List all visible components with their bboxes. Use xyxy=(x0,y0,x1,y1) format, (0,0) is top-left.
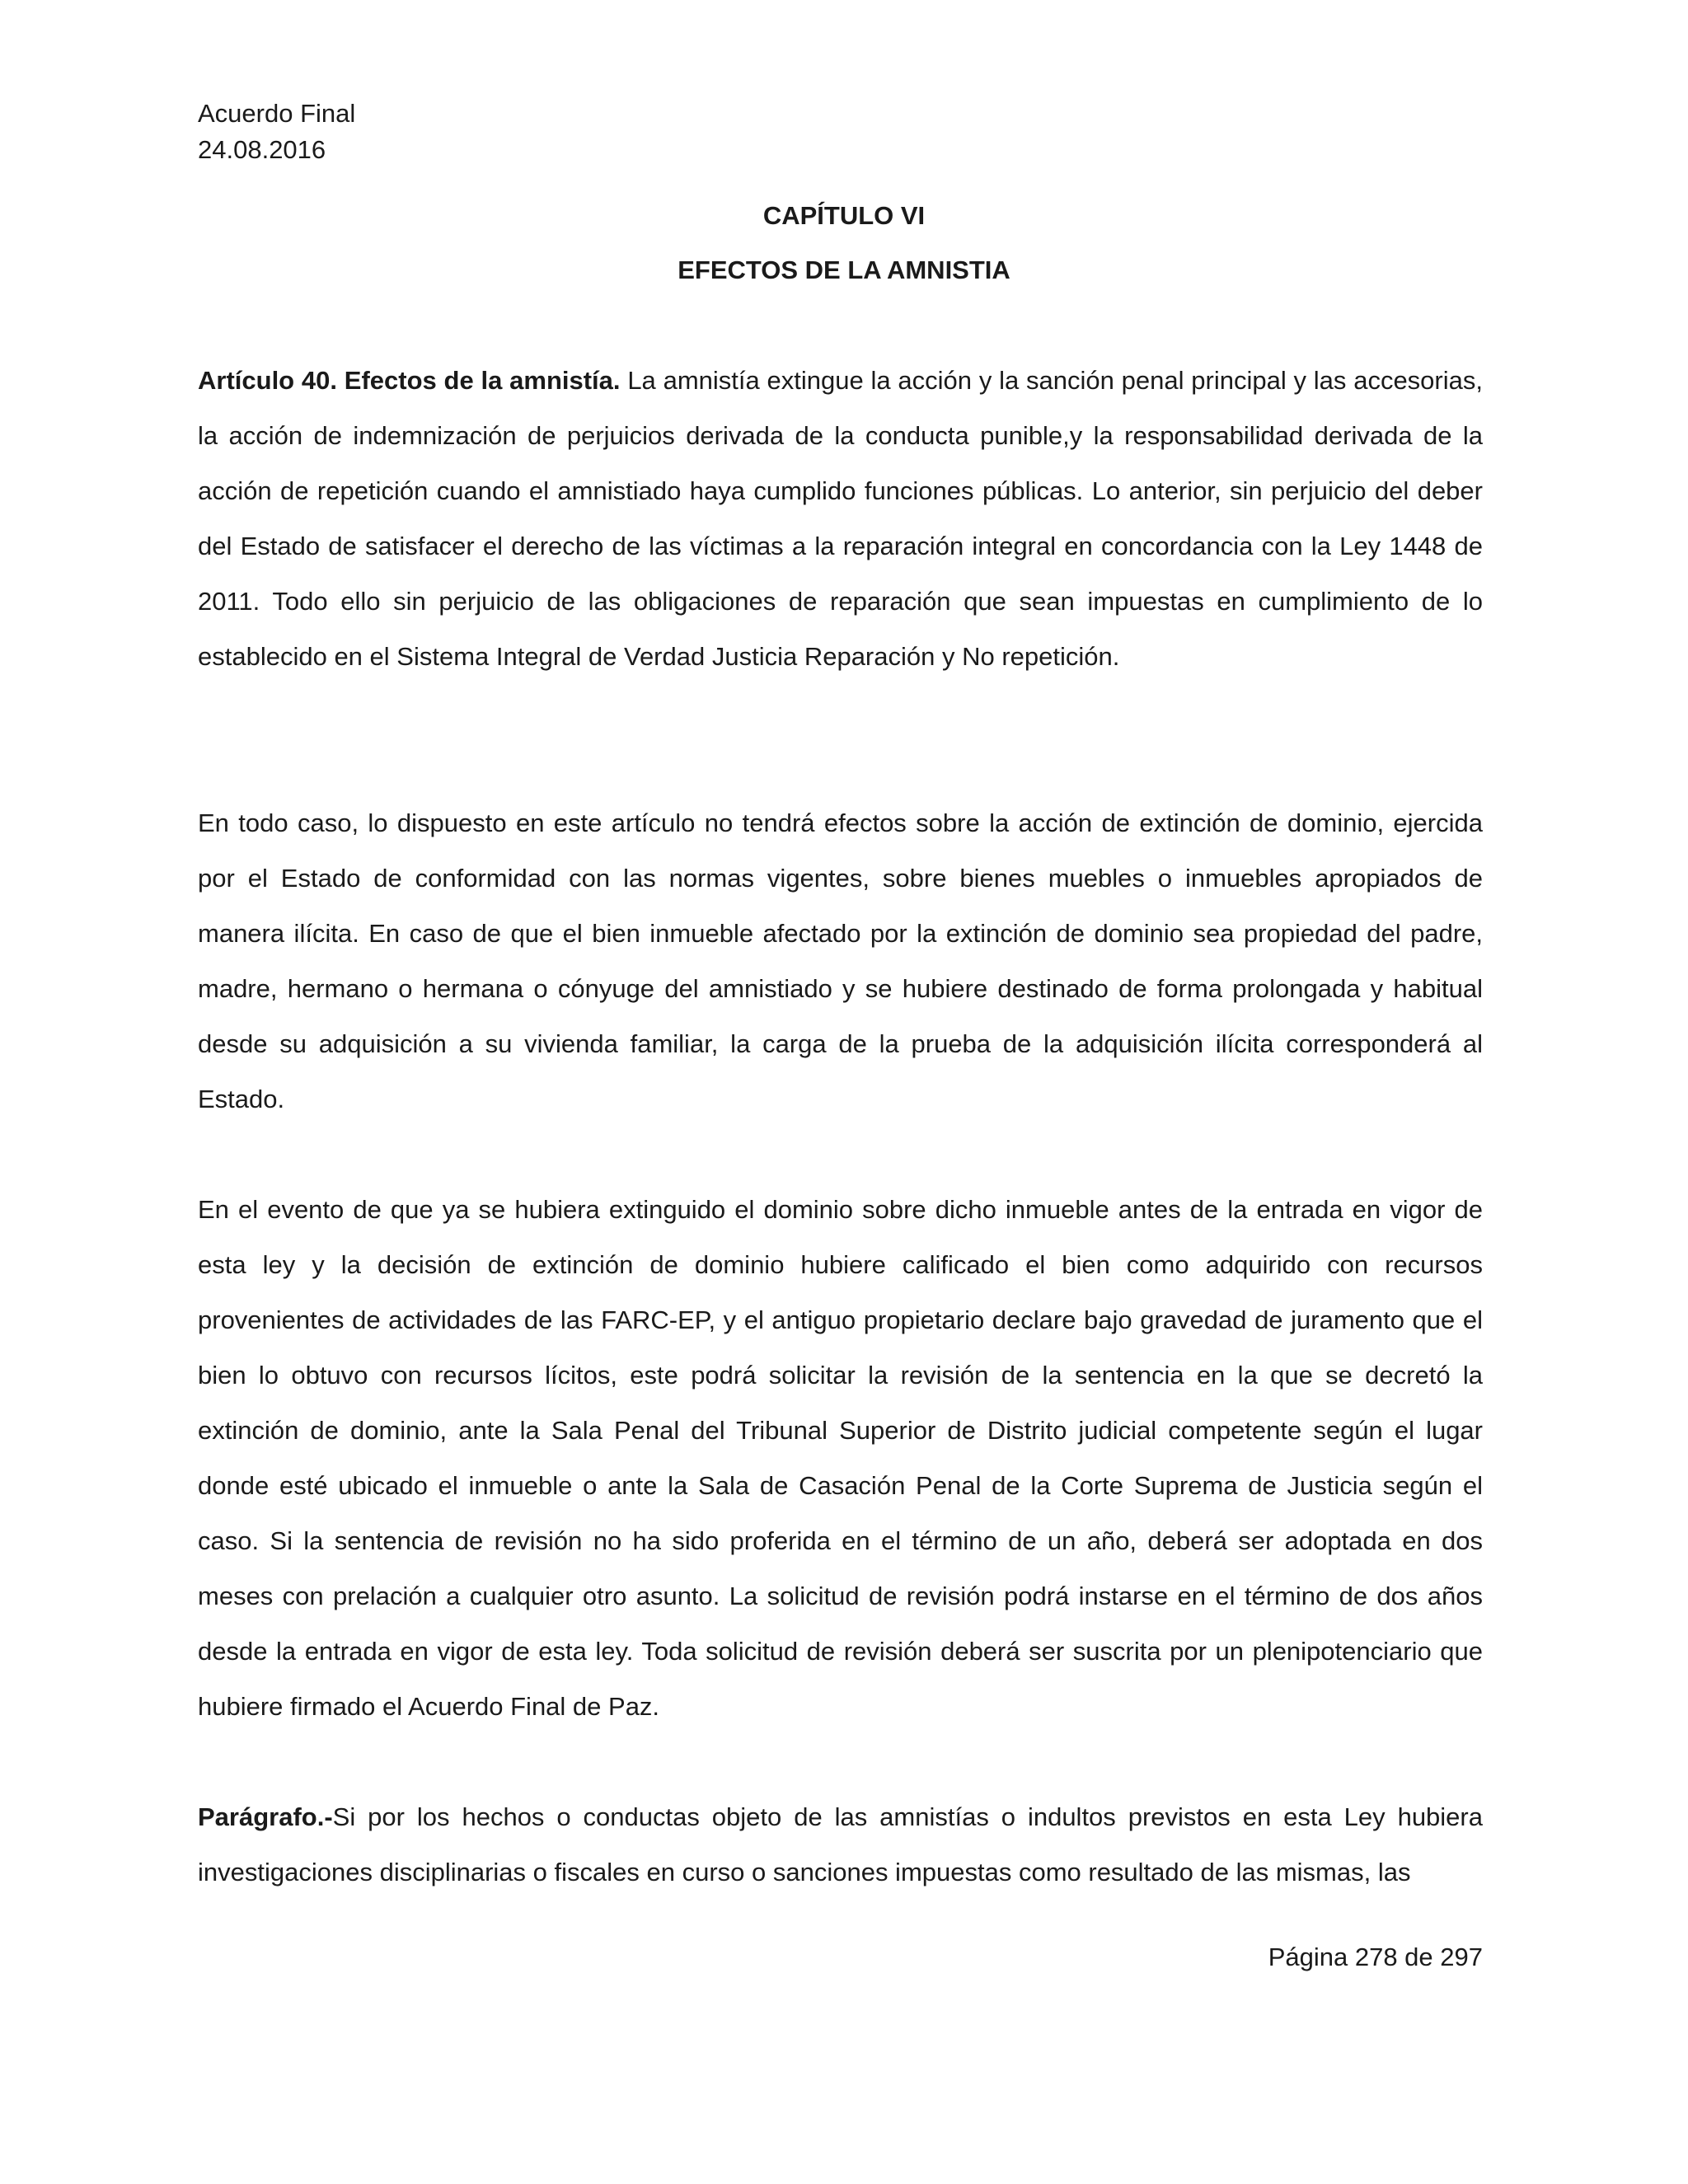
article-heading: Artículo 40. Efectos de la amnistía. xyxy=(198,366,621,395)
header-date: 24.08.2016 xyxy=(198,135,326,164)
paragrafo-paragraph xyxy=(198,1789,1483,1900)
chapter-number: CAPÍTULO VI xyxy=(762,201,926,230)
paragraph-text: En el evento de que ya se hubiera extinguido el dominio sobre dicho inmueble antes de la entrada en vigor de esta ley y la decisión de extinción de dominio hubiere calificado el bien como adquirido con recursos provenientes de actividades de las FARC-EP, y el antiguo propietario declare bajo gravedad de juramento que el bien lo obtuvo con recursos lícitos, este podrá solicitar la revisión de la sentencia en la que se decretó la extinción de dominio, ante la Sala Penal del Tribunal Superior de Distrito judicial competente según el lugar donde esté ubicado el inmueble o ante la Sala de Casación Penal de la Corte Suprema de Justicia según el caso. Si la sentencia de revisión no ha sido proferida en el término de un año, deberá ser adoptada en dos meses con prelación a cualquier otro asunto. La solicitud de revisión podrá instarse en el término de dos años desde la entrada en vigor de esta ley. Toda solicitud de revisión deberá ser suscrita por un plenipotenciario que hubiere firmado el Acuerdo Final de Paz. xyxy=(198,1195,1483,1721)
page-number: Página 278 de 297 xyxy=(1268,1943,1483,1971)
article-40-paragraph xyxy=(198,353,1483,684)
body-paragraph xyxy=(198,1182,1483,1734)
paragraph-text: En todo caso, lo dispuesto en este artículo no tendrá efectos sobre la acción de extinción de dominio, ejercida por el Estado de conformidad con las normas vigentes, sobre bienes muebles o inmuebles apropiados de manera ilícita. En caso de que el bien inmueble afectado por la extinción de dominio sea propiedad del padre, madre, hermano o hermana o cónyuge del amnistiado y se hubiere destinado de forma prolongada y habitual desde su adquisición a su vivienda familiar, la carga de la prueba de la adquisición ilícita corresponderá al Estado. xyxy=(198,808,1483,1113)
article-text: La amnistía extingue la acción y la sanción penal principal y las accesorias, la acción de indemnización de perjuicios derivada de la conducta punible,y la responsabilidad derivada de la acción de repetición cuando el amnistiado haya cumplido funciones públicas. Lo anterior, sin perjuicio del deber del Estado de satisfacer el derecho de las víctimas a la reparación integral en concordancia con la Ley 1448 de 2011. Todo ello sin perjuicio de las obligaciones de reparación que sean impuestas en cumplimiento de lo establecido en el Sistema Integral de Verdad Justicia Reparación y No repetición. xyxy=(198,366,1483,671)
header-title: Acuerdo Final xyxy=(198,99,356,128)
paragrafo-text: Si por los hechos o conductas objeto de las amnistías o indultos previstos en esta Ley hubiera investigaciones disciplinarias o fiscales en curso o sanciones impuestas como resultado de las mismas, las xyxy=(198,1802,1483,1886)
body-paragraph xyxy=(198,795,1483,1127)
document-header xyxy=(198,96,355,168)
chapter-title: EFECTOS DE LA AMNISTIA xyxy=(678,255,1010,284)
paragrafo-heading: Parágrafo.- xyxy=(198,1802,333,1831)
